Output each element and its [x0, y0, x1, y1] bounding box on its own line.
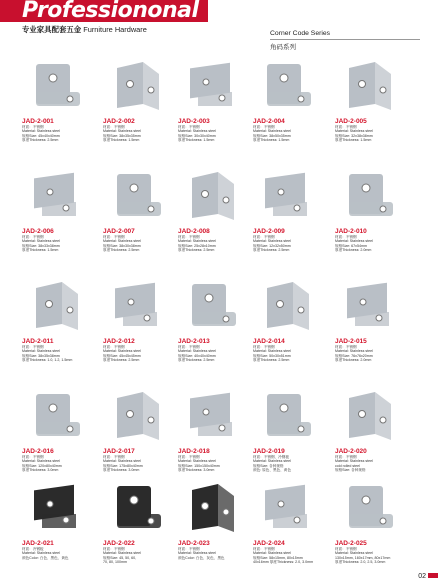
product-image — [22, 476, 88, 538]
product-spec-line: Material: Stainless steel — [103, 551, 141, 556]
product-spec-line: Material: Stainless steel — [22, 239, 60, 244]
product-card — [22, 384, 102, 472]
product-card — [335, 274, 415, 362]
product-spec-line: 材质：不锈钢 — [178, 455, 200, 459]
product-code: JAD-2-005 — [335, 118, 367, 125]
product-spec-line: 材质：不锈钢 — [335, 125, 357, 129]
product-spec-line: 颜色Color: 白色、黑色、黄色 — [22, 555, 69, 560]
product-spec-line: 材质：不锈钢 — [253, 345, 275, 349]
product-spec-line: Material: Stainless steel — [335, 459, 373, 464]
product-image — [22, 384, 88, 446]
product-code: JAD-2-024 — [253, 540, 285, 547]
product-spec-line: 厚度Thickness: 1.5mm — [103, 137, 140, 142]
product-spec-line: 70, 80, 100mm — [103, 559, 127, 564]
product-image — [103, 384, 169, 446]
product-code: JAD-2-013 — [178, 338, 210, 345]
product-spec-line: 规格Size: 175x80x40mm — [103, 463, 143, 468]
product-spec-line: 规格Size: 58x15mm, 80x15mm — [253, 555, 303, 560]
product-code: JAD-2-002 — [103, 118, 135, 125]
product-spec-line: 材质：不锈钢 — [22, 125, 44, 129]
product-image — [335, 476, 401, 538]
product-spec-line: 材质：不锈钢 — [253, 547, 275, 551]
product-spec-line: 厚度Thickness: 2.0mm — [335, 357, 372, 362]
product-spec-line: 厚度Thickness: 3.0mm — [178, 467, 215, 472]
product-spec-line: 规格Size: 76x76x20mm — [335, 353, 373, 358]
product-spec-line: 材质：不锈钢 — [178, 125, 200, 129]
product-code: JAD-2-023 — [178, 540, 210, 547]
product-image — [253, 54, 319, 116]
product-spec-line: 规格Size: 38x50x35mm — [253, 133, 291, 138]
product-code: JAD-2-014 — [253, 338, 285, 345]
product-card — [178, 476, 258, 560]
product-spec-line: 材质：不锈钢 — [178, 345, 200, 349]
product-card — [253, 476, 333, 564]
product-spec-line: 厚度Thickness: 3.0mm — [22, 467, 59, 472]
product-spec-line: 厚度Thickness: 1.5mm — [253, 137, 290, 142]
product-image — [103, 274, 169, 336]
product-image — [335, 274, 401, 336]
product-card — [178, 54, 258, 142]
product-spec-line: Material: Stainless steel — [103, 129, 141, 134]
product-code: JAD-2-001 — [22, 118, 54, 125]
product-image — [335, 384, 401, 446]
product-code: JAD-2-022 — [103, 540, 135, 547]
product-spec-line: 材质：不锈钢 — [103, 125, 125, 129]
product-spec-line: 材质：不锈钢 — [22, 345, 44, 349]
product-spec-line: Material: Stainless steel — [22, 551, 60, 556]
product-image — [103, 164, 169, 226]
product-spec-line: 材质：不锈钢 — [22, 235, 44, 239]
product-spec-line: 规格Size: 各种规格 — [335, 467, 366, 472]
product-spec-line: 规格Size: 30x30x40mm — [178, 133, 216, 138]
product-card — [253, 274, 333, 362]
product-card — [103, 384, 183, 472]
product-spec-line: 规格Size: 45x45x45mm — [103, 353, 141, 358]
product-spec-line: 规格Size: 各种规格 — [253, 463, 284, 468]
product-spec-line: 规格Size: 45, 50, 60, — [103, 555, 137, 560]
product-image — [335, 54, 401, 116]
product-code: JAD-2-010 — [335, 228, 367, 235]
brand-subtitle-cn: 专业家具配套五金 — [22, 25, 82, 34]
product-spec-line: Material: Stainless steel — [253, 349, 291, 354]
product-code: JAD-2-011 — [22, 338, 54, 345]
product-spec-line: 规格Size: 50x30x51mm — [253, 353, 291, 358]
product-spec-line: 厚度Thickness: 2.0, 2.5, 3.0mm — [335, 559, 386, 564]
product-spec-line: 厚度Thickness: 1.5mm — [335, 137, 372, 142]
product-image — [253, 384, 319, 446]
product-spec-line: 材质：不锈钢 — [22, 455, 44, 459]
product-spec-line: 材质：不锈钢 — [335, 547, 357, 551]
product-spec-line: Material: Stainless steel — [178, 459, 216, 464]
product-image — [178, 164, 244, 226]
product-code: JAD-2-006 — [22, 228, 54, 235]
product-code: JAD-2-018 — [178, 448, 210, 455]
product-image — [335, 164, 401, 226]
product-card — [335, 164, 415, 252]
product-spec-line: Material: Stainless steel — [103, 349, 141, 354]
product-spec-line: 规格Size: 38x35x35mm — [103, 133, 141, 138]
product-code: JAD-2-016 — [22, 448, 54, 455]
product-spec-line: 厚度Thickness: 2.5mm — [103, 357, 140, 362]
product-card — [253, 164, 333, 252]
series-title-cn: 角码系列 — [270, 44, 296, 51]
product-code: JAD-2-007 — [103, 228, 135, 235]
product-spec-line: 材质：不锈钢 — [335, 235, 357, 239]
product-spec-line: Material: Stainless steel — [335, 239, 373, 244]
product-spec-line: 规格Size: 67x54mm — [335, 243, 367, 248]
product-card — [253, 54, 333, 142]
product-spec-line: 40x16mm 厚度Thickness: 2.0, 3.0mm — [253, 559, 314, 564]
product-spec-line: Material: Stainless steel — [22, 459, 60, 464]
product-image — [178, 274, 244, 336]
product-code: JAD-2-019 — [253, 448, 285, 455]
header-divider — [270, 39, 420, 40]
product-card — [22, 476, 102, 560]
product-spec-line: Material: Stainless steel — [178, 349, 216, 354]
product-spec-line: 规格Size: 32x38x38mm — [335, 133, 373, 138]
product-spec-line: 材质：不锈钢 — [253, 235, 275, 239]
product-spec-line: 颜色: 原色、黑色、黄色 — [253, 467, 291, 472]
product-card — [103, 274, 183, 362]
product-spec-line: 厚度Thickness: 1.5mm — [178, 137, 215, 142]
product-spec-line: 规格Size: 40x40x40mm — [178, 353, 216, 358]
product-spec-line: 规格Size: 150x150x40mm — [178, 463, 220, 468]
product-code: JAD-2-020 — [335, 448, 367, 455]
brand-title: Professiononal — [22, 0, 199, 23]
product-card — [103, 476, 183, 564]
product-spec-line: 材质：不锈钢 — [103, 235, 125, 239]
product-spec-line: 规格Size: 38x35x38mm — [22, 353, 60, 358]
product-card — [103, 164, 183, 252]
product-spec-line: Material: Stainless steel — [103, 239, 141, 244]
product-spec-line: 材质：不锈钢 — [253, 125, 275, 129]
product-image — [253, 164, 319, 226]
product-spec-line: 材质：冷钢板 — [22, 547, 44, 551]
product-spec-line: 厚度Thickness: 1.5mm — [22, 247, 59, 252]
product-image — [253, 476, 319, 538]
product-spec-line: 规格Size: 38x30x38mm — [103, 243, 141, 248]
product-card — [335, 384, 415, 472]
product-image — [22, 54, 88, 116]
product-spec-line: 颜色Color: 白色、灰色、黑色 — [178, 555, 225, 560]
product-spec-line: Material: Stainless steel — [22, 349, 60, 354]
product-spec-line: Material: Stainless steel — [178, 129, 216, 134]
product-image — [103, 54, 169, 116]
product-spec-line: Material: Stainless steel — [103, 459, 141, 464]
product-image — [178, 384, 244, 446]
page-number: 02 — [418, 573, 426, 580]
product-image — [103, 476, 169, 538]
product-spec-line: 规格Size: 45x40x40mm — [22, 133, 60, 138]
product-spec-line: 规格Size: 120x80x40mm — [22, 463, 62, 468]
product-card — [22, 164, 102, 252]
product-spec-line: Material: Stainless steel — [253, 129, 291, 134]
product-card — [178, 164, 258, 252]
product-spec-line: 厚度Thickness: 2.5mm — [22, 137, 59, 142]
product-card — [335, 54, 415, 142]
product-spec-line: 材质：不锈钢 — [178, 235, 200, 239]
product-code: JAD-2-008 — [178, 228, 210, 235]
product-spec-line: 厚度Thickness: 2.5mm — [253, 247, 290, 252]
product-spec-line: Material: Stainless steel — [253, 239, 291, 244]
product-image — [253, 274, 319, 336]
product-spec-line: 材质：不锈钢 — [103, 345, 125, 349]
product-spec-line: 厚度Thickness: 2.5mm — [178, 247, 215, 252]
product-spec-line: Material: Stainless steel — [178, 239, 216, 244]
product-spec-line: 材质：不锈钢 — [335, 345, 357, 349]
product-image — [22, 274, 88, 336]
product-card — [178, 274, 258, 362]
product-code: JAD-2-017 — [103, 448, 135, 455]
product-code: JAD-2-012 — [103, 338, 135, 345]
product-spec-line: 规格Size: 12x32x50mm — [253, 243, 291, 248]
product-card — [178, 384, 258, 472]
product-spec-line: 材质：不锈钢 — [335, 455, 357, 459]
product-spec-line: Material: Stainless steel — [22, 129, 60, 134]
product-spec-line: 规格Size: 38x33x38mm — [22, 243, 60, 248]
product-image — [22, 164, 88, 226]
product-spec-line: Material: Stainless steel — [178, 551, 216, 556]
product-spec-line: 厚度Thickness: 1.0, 1.2, 1.5mm — [22, 357, 73, 362]
product-spec-line: Material: Stainless steel — [253, 459, 291, 464]
product-spec-line: 厚度Thickness: 2.5mm — [178, 357, 215, 362]
product-code: JAD-2-015 — [335, 338, 367, 345]
page-marker — [428, 573, 438, 578]
brand-subtitle-en: Furniture Hardware — [83, 25, 147, 34]
product-spec-line: 厚度Thickness: 2.0mm — [335, 247, 372, 252]
product-spec-line: 厚度Thickness: 2.5mm — [253, 357, 290, 362]
product-code: JAD-2-021 — [22, 540, 54, 547]
product-spec-line: Material: Stainless steel — [335, 349, 373, 354]
product-card — [22, 274, 102, 362]
product-spec-line: Material: Stainless steel — [335, 129, 373, 134]
product-image — [178, 54, 244, 116]
series-title-en: Corner Code Series — [270, 30, 331, 37]
product-code: JAD-2-025 — [335, 540, 367, 547]
product-code: JAD-2-009 — [253, 228, 285, 235]
product-spec-line: Material: Stainless steel — [335, 551, 373, 556]
product-spec-line: 厚度Thickness: 2.5mm — [103, 247, 140, 252]
product-card — [335, 476, 415, 564]
product-spec-line: 材质：不锈钢 — [178, 547, 200, 551]
brand-subtitle — [22, 24, 147, 35]
product-spec-line: 材质：不锈钢 — [103, 547, 125, 551]
product-spec-line: 厚度Thickness: 3.0mm — [103, 467, 140, 472]
product-image — [178, 476, 244, 538]
product-card — [22, 54, 102, 142]
product-spec-line: 材质：不锈钢 — [103, 455, 125, 459]
product-spec-line: cold rolled steel — [335, 463, 360, 468]
product-card — [253, 384, 333, 472]
product-code: JAD-2-004 — [253, 118, 285, 125]
product-spec-line: Material: Stainless steel — [253, 551, 291, 556]
product-card — [103, 54, 183, 142]
product-spec-line: 材质：不锈钢、冷钢板 — [253, 455, 289, 459]
product-code: JAD-2-003 — [178, 118, 210, 125]
product-spec-line: 130x15mm, 160x17mm, 80x17mm — [335, 555, 391, 560]
product-spec-line: 规格Size: 25x28x10mm — [178, 243, 216, 248]
